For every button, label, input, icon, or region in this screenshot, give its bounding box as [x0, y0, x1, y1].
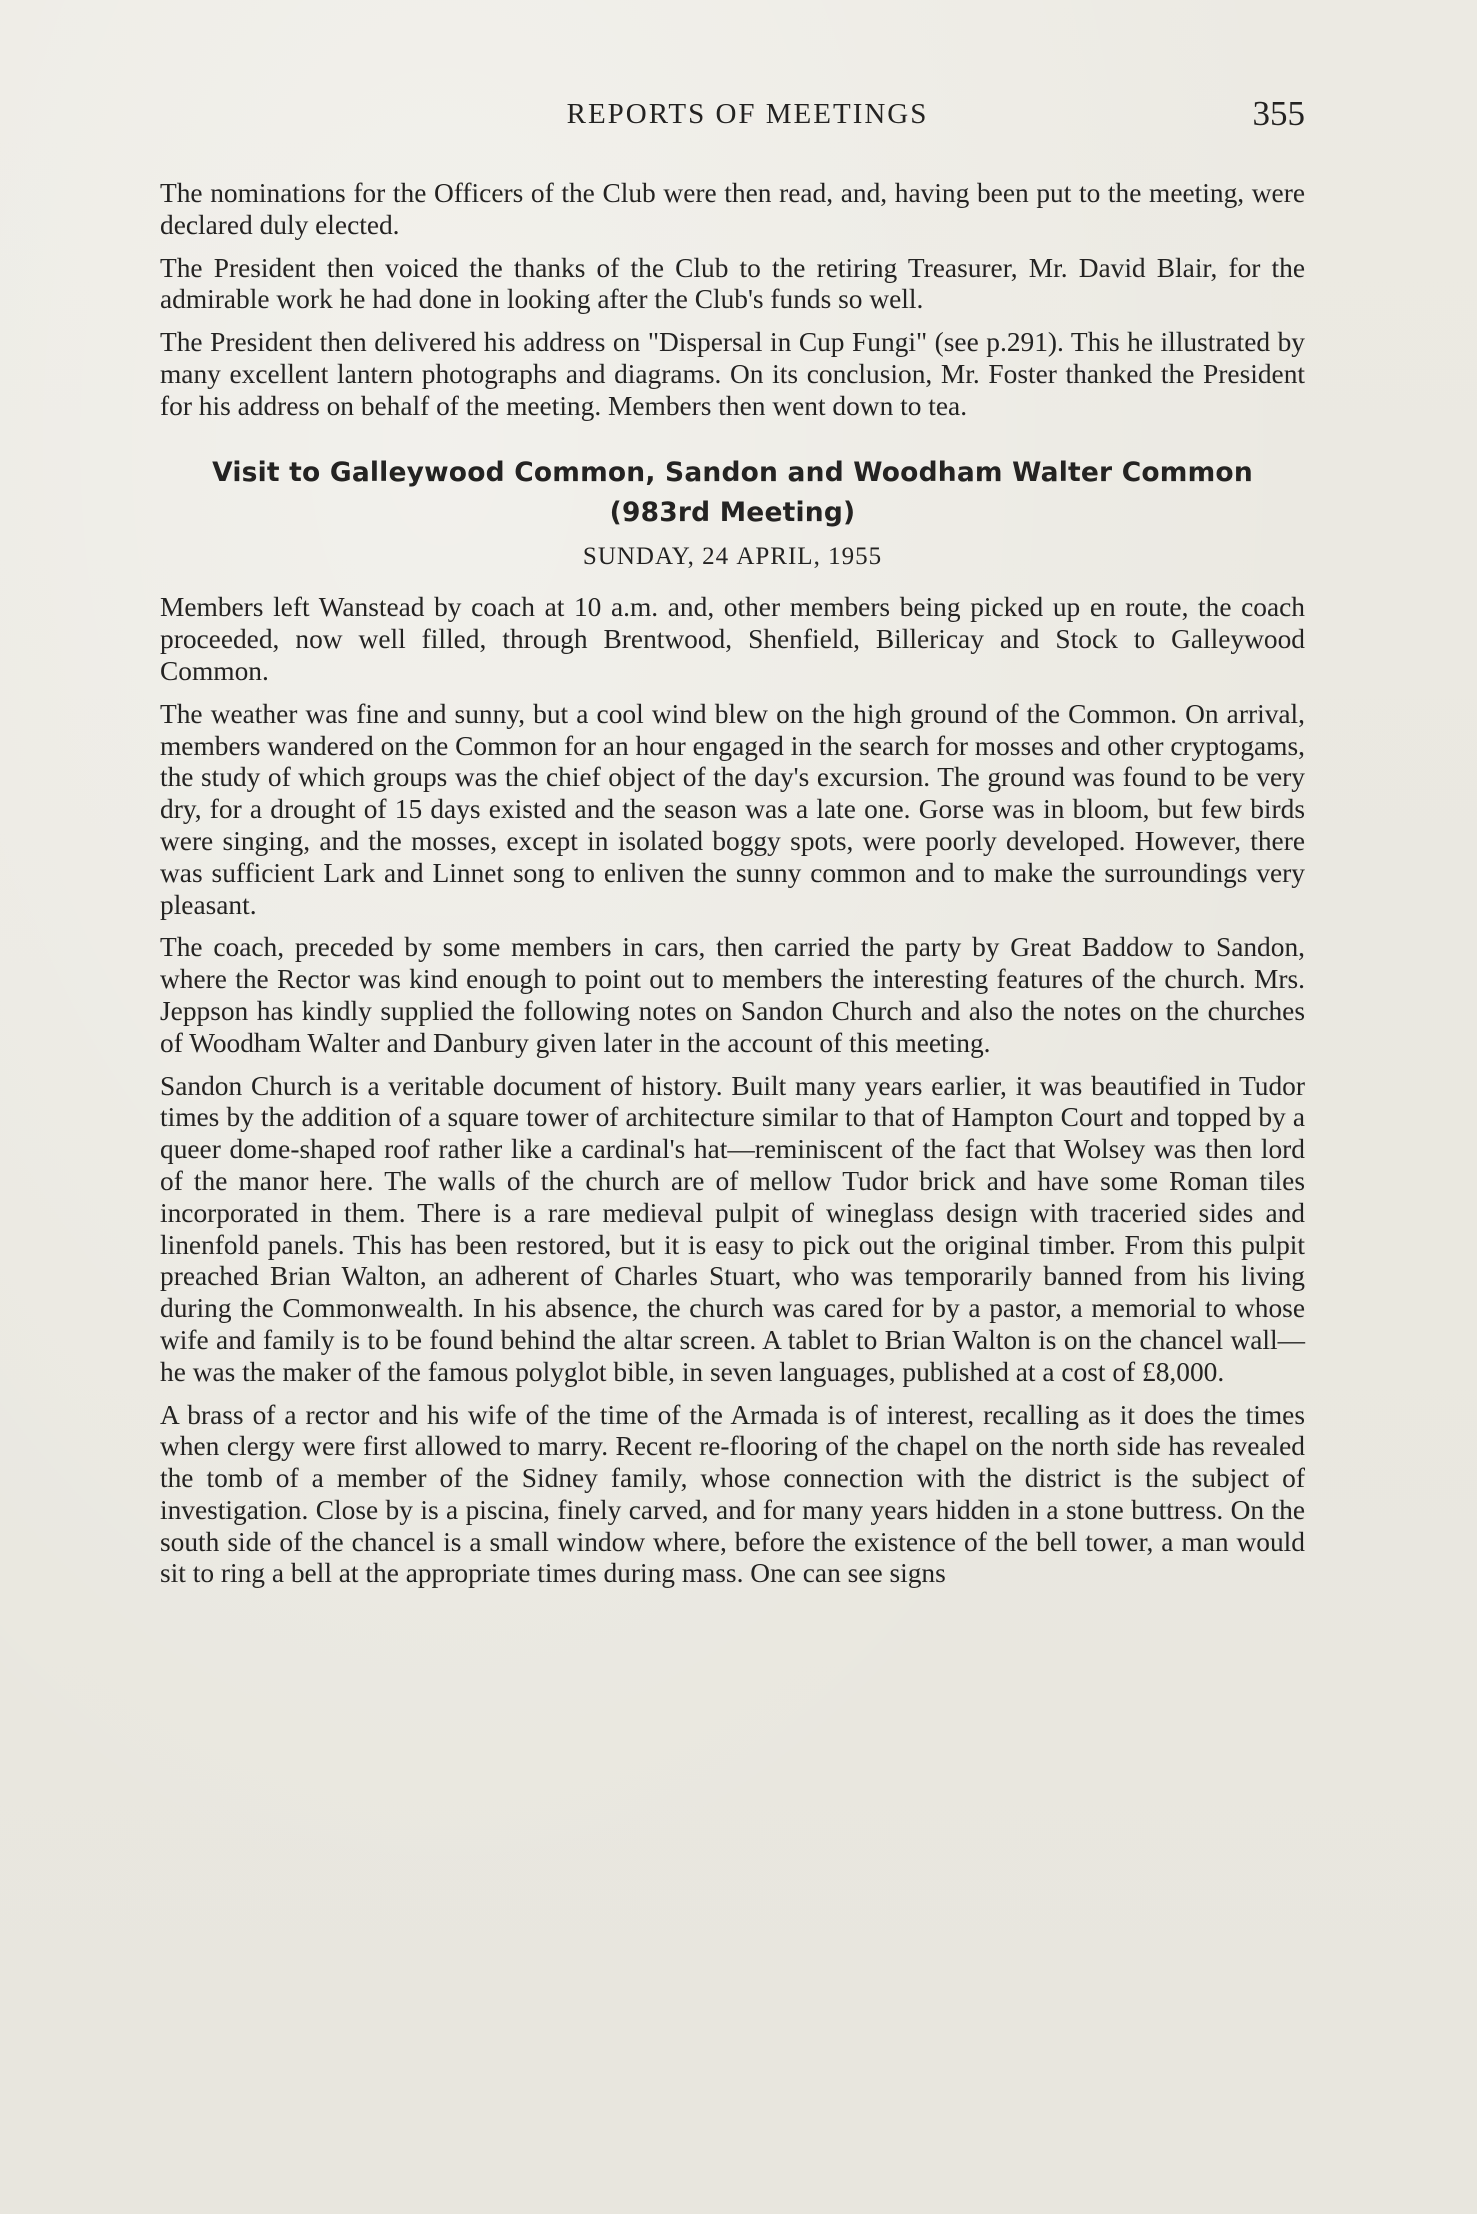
section-heading-title: Visit to Galleywood Common, Sandon and Woodham Walter Common	[212, 456, 1253, 488]
paragraph: The President then voiced the thanks of the Club to the retiring Treasurer, Mr. David Blair, for the admirable work he had done in looking after the Club's funds so well.	[160, 252, 1305, 315]
body-text	[160, 178, 1305, 1601]
meeting-date-year: 1955	[828, 542, 883, 570]
paragraph: Sandon Church is a veritable document of history. Built many years earlier, it was beautified in Tudor times by the addition of a square tower of architecture similar to that of Hampton Court and topped by a queer dome-shaped roof rather like a cardinal's hat—reminiscent of the fact that Wolsey was then lord of the manor here. The walls of the church are of mellow Tudor brick and have some Roman tiles incorporated in them. There is a rare medieval pulpit of wineglass design with traceried sides and linenfold panels. This has been restored, but it is easy to pick out the original timber. From this pulpit preached Brian Walton, an adherent of Charles Stuart, who was temporarily banned from his living during the Commonwealth. In his absence, the church was cared for by a pastor, a memorial to whose wife and family is to be found behind the altar screen. A tablet to Brian Walton is on the chancel wall—he was the maker of the famous polyglot bible, in seven languages, published at a cost of £8,000.	[160, 1070, 1305, 1387]
meeting-date-month: APRIL,	[736, 542, 821, 570]
paragraph: A brass of a rector and his wife of the time of the Armada is of interest, recalling as it does the times when clergy were first allowed to marry. Recent re-flooring of the chapel on the north side has revealed the tomb of a member of the Sidney family, whose connection with the district is the subject of investigation. Close by is a piscina, finely carved, and for many years hidden in a stone buttress. On the south side of the chancel is a small window where, before the existence of the bell tower, a man would sit to ring a bell at the appropriate times during mass. One can see signs	[160, 1399, 1305, 1589]
paragraph: The President then delivered his address on "Dispersal in Cup Fungi" (see p.291). This he illustrated by many excellent lantern photographs and diagrams. On its conclusion, Mr. Foster thanked the President for his address on behalf of the meeting. Members then went down to tea.	[160, 327, 1305, 421]
section-heading-meeting-number: (983rd Meeting)	[609, 496, 856, 528]
paragraph: Members left Wanstead by coach at 10 a.m. and, other members being picked up en route, the coach proceeded, now well filled, through Brentwood, Shenfield, Billericay and Stock to Galleywood Common.	[160, 592, 1305, 686]
meeting-date-day: 24	[702, 542, 730, 570]
running-title: REPORTS OF MEETINGS	[566, 98, 929, 130]
meeting-date-weekday: SUNDAY,	[582, 542, 695, 570]
paragraph: The coach, preceded by some members in cars, then carried the party by Great Baddow to Sandon, where the Rector was kind enough to point out to members the interesting features of the church. Mrs. Jeppson has kindly supplied the following notes on Sandon Church and also the notes on the churches of Woodham Walter and Danbury given later in the account of this meeting.	[160, 932, 1305, 1058]
meeting-date	[160, 541, 1305, 573]
paragraph: The nominations for the Officers of the Club were then read, and, having been put to the meeting, were declared duly elected.	[160, 178, 1305, 240]
page-number: 355	[1252, 94, 1305, 133]
section-heading	[160, 453, 1305, 533]
running-head	[190, 94, 1305, 134]
paragraph: The weather was fine and sunny, but a cool wind blew on the high ground of the Common. On arrival, members wandered on the Common for an hour engaged in the search for mosses and other cryptogams, the study of which groups was the chief object of the day's excursion. The ground was found to be very dry, for a drought of 15 days existed and the season was a late one. Gorse was in bloom, but few birds were singing, and the mosses, except in isolated boggy spots, were poorly developed. However, there was sufficient Lark and Linnet song to enliven the sunny common and to make the surroundings very pleasant.	[160, 698, 1305, 920]
